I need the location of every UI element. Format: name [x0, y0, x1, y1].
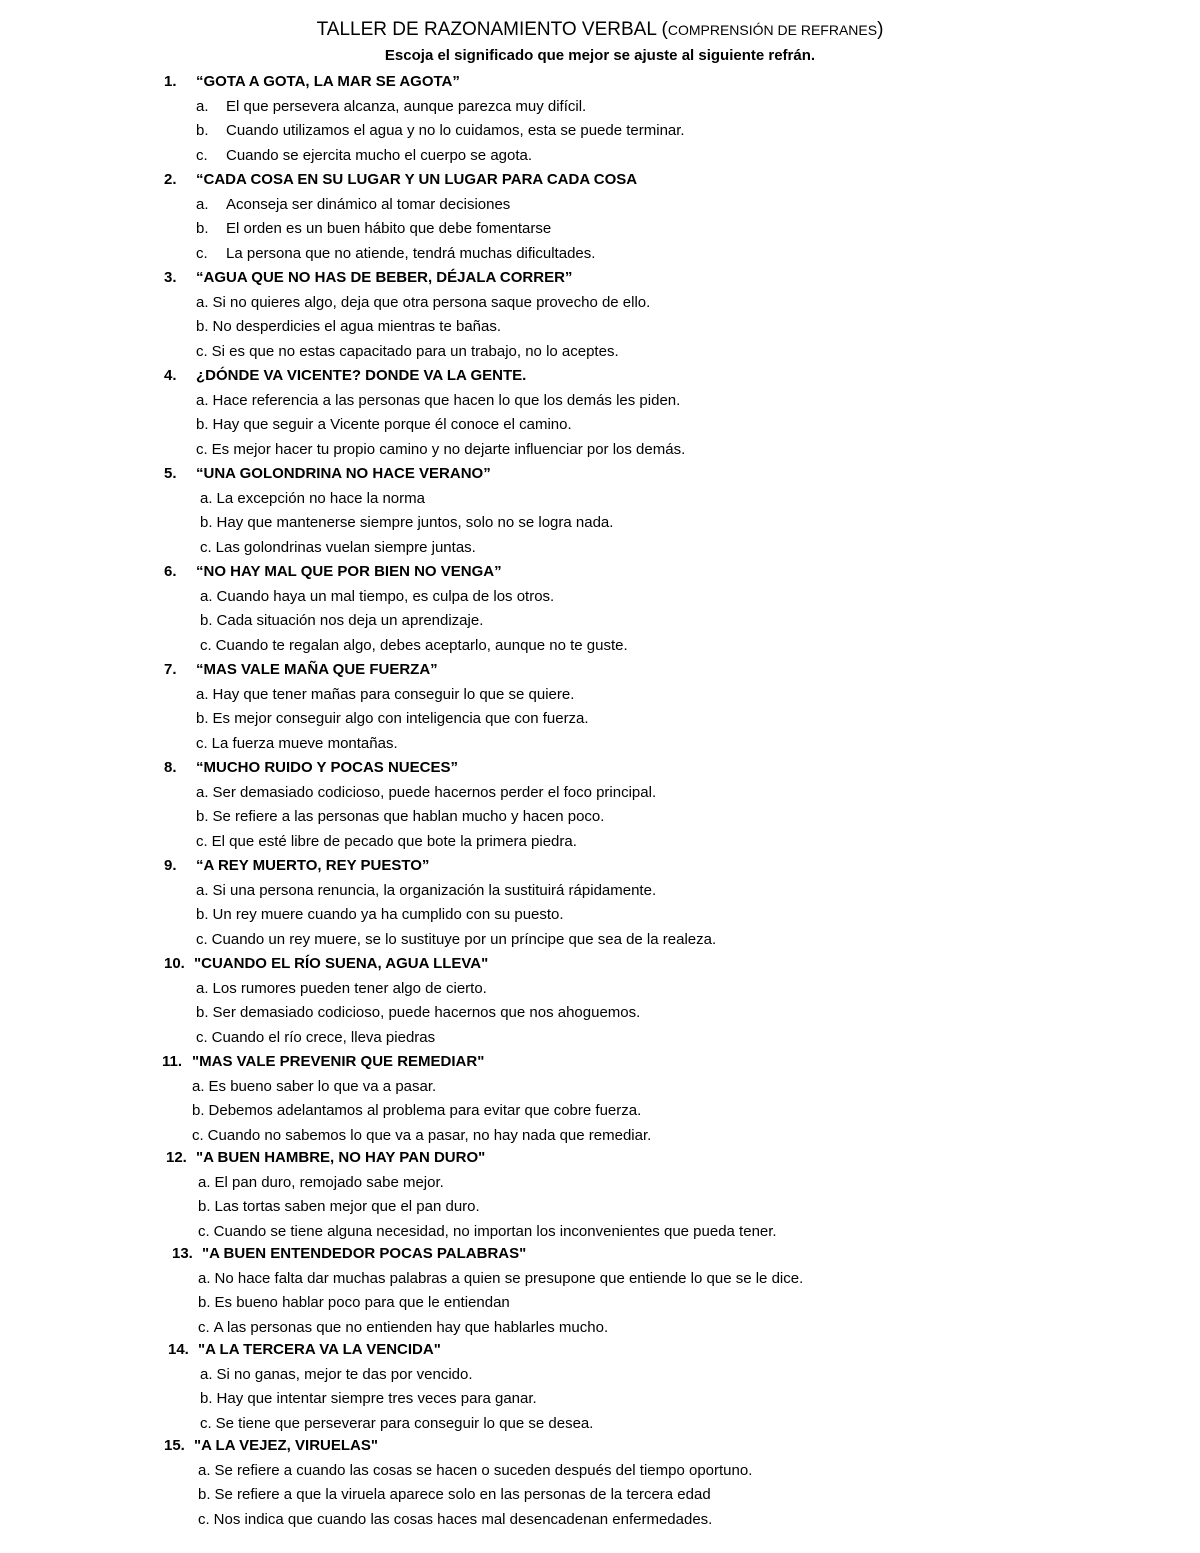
option-letter: a. [196, 293, 209, 311]
question-6 [164, 560, 502, 584]
question-number: 1. [164, 73, 177, 90]
option-letter: c. [200, 1414, 212, 1432]
option-letter: a. [196, 979, 209, 997]
question-text: “CADA COSA EN SU LUGAR Y UN LUGAR PARA CADA COSA [196, 171, 638, 188]
option-letter: c. [198, 1222, 210, 1240]
option-letter: a. [200, 1365, 213, 1383]
option-7-c [196, 732, 398, 756]
option-text: Cuando el río crece, lleva piedras [211, 1028, 436, 1046]
option-text: Cuando utilizamos el agua y no lo cuidamos, esta se puede terminar. [226, 122, 685, 139]
option-14-b [200, 1387, 537, 1411]
question-number: 11. [162, 1053, 183, 1070]
option-text: Se refiere a las personas que hablan mucho y hacen poco. [212, 808, 605, 825]
option-text: Ser demasiado codicioso, puede hacernos que nos ahoguemos. [212, 1004, 641, 1021]
option-12-b [198, 1195, 480, 1219]
option-15-b [198, 1483, 711, 1507]
option-text: El que persevera alcanza, aunque parezca muy difícil. [226, 97, 587, 115]
option-letter: c. [198, 1318, 210, 1336]
option-3-c [196, 340, 619, 364]
option-4-c [196, 438, 685, 462]
option-2-b [196, 217, 551, 241]
question-number: 7. [164, 661, 177, 678]
question-5 [164, 462, 491, 486]
option-text: El pan duro, remojado sabe mejor. [214, 1173, 444, 1191]
option-text: Hay que intentar siempre tres veces para ganar. [216, 1390, 537, 1407]
option-6-a [200, 585, 554, 609]
option-text: Cuando te regalan algo, debes aceptarlo, aunque no te guste. [215, 636, 628, 654]
option-text: Los rumores pueden tener algo de cierto. [212, 979, 487, 997]
option-7-b [196, 707, 589, 731]
option-text: No hace falta dar muchas palabras a quien se presupone que entiende lo que se le dice. [214, 1269, 804, 1287]
question-text: "CUANDO EL RÍO SUENA, AGUA LLEVA" [194, 955, 489, 972]
option-letter: a. [196, 685, 209, 703]
option-1-a [196, 95, 586, 119]
option-letter: c. [196, 930, 208, 948]
option-letter: b. [196, 710, 209, 727]
option-14-a [200, 1363, 473, 1387]
option-text: Aconseja ser dinámico al tomar decisiones [226, 195, 511, 213]
question-15 [164, 1434, 378, 1458]
option-11-c [192, 1124, 651, 1148]
question-14 [168, 1338, 441, 1362]
option-letter: b. [198, 1294, 211, 1311]
option-text: El que esté libre de pecado que bote la primera piedra. [211, 832, 577, 850]
option-text: Cuando un rey muere, se lo sustituye por un príncipe que sea de la realeza. [211, 930, 717, 948]
option-letter: b. [200, 514, 213, 531]
option-letter: a. [196, 391, 209, 409]
option-5-b [200, 511, 613, 535]
question-number: 8. [164, 759, 177, 776]
option-letter: c. [200, 538, 212, 556]
option-text: Es mejor conseguir algo con inteligencia que con fuerza. [212, 710, 589, 727]
option-letter: b. [196, 906, 209, 923]
question-4 [164, 364, 526, 388]
option-letter: a. [198, 1461, 211, 1479]
option-7-a [196, 683, 574, 707]
option-11-a [192, 1075, 436, 1099]
question-text: ¿DÓNDE VA VICENTE? DONDE VA LA GENTE. [196, 367, 527, 384]
title-main: TALLER DE RAZONAMIENTO VERBAL ( [316, 19, 668, 40]
question-number: 15. [164, 1437, 185, 1454]
option-letter: b. [200, 612, 213, 629]
option-text: Hay que tener mañas para conseguir lo que se quiere. [212, 685, 575, 703]
question-1 [164, 70, 460, 94]
question-number: 12. [166, 1149, 187, 1166]
option-letter: c. [192, 1126, 204, 1144]
option-13-c [198, 1316, 608, 1340]
option-letter: b. [200, 1390, 213, 1407]
option-text: Es mejor hacer tu propio camino y no dejarte influenciar por los demás. [211, 440, 686, 458]
option-text: Hace referencia a las personas que hacen lo que los demás les piden. [212, 391, 681, 409]
option-11-b [192, 1099, 641, 1123]
option-text: Debemos adelantamos al problema para evitar que cobre fuerza. [208, 1102, 642, 1119]
option-3-b [196, 315, 501, 339]
option-text: Si una persona renuncia, la organización la sustituirá rápidamente. [212, 881, 657, 899]
option-letter: b. [196, 1004, 209, 1021]
option-letter: b. [196, 318, 209, 335]
question-number: 5. [164, 465, 177, 482]
question-2 [164, 168, 637, 192]
option-text: Si es que no estas capacitado para un trabajo, no lo aceptes. [211, 342, 619, 360]
question-text: "A BUEN ENTENDEDOR POCAS PALABRAS" [202, 1245, 527, 1262]
option-letter: b. [198, 1486, 211, 1503]
question-7 [164, 658, 438, 682]
option-letter: c. [196, 244, 208, 262]
option-2-c [196, 242, 595, 266]
option-letter: a. [196, 97, 209, 115]
option-letter: c. [196, 146, 208, 164]
option-letter: c. [200, 636, 212, 654]
question-text: “MAS VALE MAÑA QUE FUERZA” [196, 661, 438, 678]
option-text: Cuando se ejercita mucho el cuerpo se agota. [226, 146, 533, 164]
option-letter: a. [198, 1173, 211, 1191]
option-12-a [198, 1171, 444, 1195]
question-text: "A LA VEJEZ, VIRUELAS" [194, 1437, 378, 1454]
option-text: Un rey muere cuando ya ha cumplido con su puesto. [212, 906, 564, 923]
option-9-c [196, 928, 716, 952]
option-letter: b. [198, 1198, 211, 1215]
option-13-a [198, 1267, 803, 1291]
option-text: Las golondrinas vuelan siempre juntas. [215, 538, 476, 556]
question-text: “UNA GOLONDRINA NO HACE VERANO” [196, 465, 491, 482]
question-text: "A BUEN HAMBRE, NO HAY PAN DURO" [196, 1149, 486, 1166]
option-letter: a. [200, 587, 213, 605]
option-9-b [196, 903, 564, 927]
option-15-a [198, 1459, 752, 1483]
option-letter: a. [196, 195, 209, 213]
question-3 [164, 266, 572, 290]
option-letter: a. [192, 1077, 205, 1095]
option-6-c [200, 634, 628, 658]
option-letter: c. [196, 734, 208, 752]
option-text: Es bueno hablar poco para que le entiendan [214, 1294, 510, 1311]
option-letter: c. [196, 832, 208, 850]
option-text: A las personas que no entienden hay que hablarles mucho. [213, 1318, 609, 1336]
page-title [0, 16, 1200, 44]
question-9 [164, 854, 429, 878]
option-10-b [196, 1001, 640, 1025]
option-letter: b. [192, 1102, 205, 1119]
option-14-c [200, 1412, 593, 1436]
question-number: 9. [164, 857, 177, 874]
option-letter: a. [200, 489, 213, 507]
option-text: Ser demasiado codicioso, puede hacernos perder el foco principal. [212, 783, 657, 801]
option-1-c [196, 144, 532, 168]
question-text: “NO HAY MAL QUE POR BIEN NO VENGA” [196, 563, 502, 580]
option-2-a [196, 193, 510, 217]
question-text: “AGUA QUE NO HAS DE BEBER, DÉJALA CORRER” [196, 269, 573, 286]
option-8-b [196, 805, 604, 829]
option-text: Si no ganas, mejor te das por vencido. [216, 1365, 473, 1383]
option-letter: c. [198, 1510, 210, 1528]
question-10 [164, 952, 488, 976]
option-letter: a. [198, 1269, 211, 1287]
question-11 [162, 1050, 484, 1074]
option-text: Se refiere a cuando las cosas se hacen o suceden después del tiempo oportuno. [214, 1461, 753, 1479]
option-letter: b. [196, 808, 209, 825]
option-letter: c. [196, 342, 208, 360]
option-15-c [198, 1508, 712, 1532]
option-13-b [198, 1291, 510, 1315]
option-letter: b. [196, 416, 209, 433]
option-text: Cuando no sabemos lo que va a pasar, no hay nada que remediar. [207, 1126, 652, 1144]
question-number: 3. [164, 269, 177, 286]
option-letter: a. [196, 881, 209, 899]
option-4-a [196, 389, 680, 413]
option-6-b [200, 609, 483, 633]
option-letter: c. [196, 440, 208, 458]
option-3-a [196, 291, 650, 315]
option-text: Las tortas saben mejor que el pan duro. [214, 1198, 480, 1215]
question-8 [164, 756, 458, 780]
title-subtitle: COMPRENSIÓN DE REFRANES [667, 22, 878, 38]
instruction-text: Escoja el significado que mejor se ajuste al siguiente refrán. [384, 47, 816, 64]
option-text: Se tiene que perseverar para conseguir lo que se desea. [215, 1414, 594, 1432]
option-text: La persona que no atiende, tendrá muchas dificultades. [226, 244, 596, 262]
option-letter: a. [196, 783, 209, 801]
option-text: Nos indica que cuando las cosas haces mal desencadenan enfermedades. [213, 1510, 713, 1528]
option-8-c [196, 830, 577, 854]
question-number: 2. [164, 171, 177, 188]
option-10-a [196, 977, 487, 1001]
option-12-c [198, 1220, 777, 1244]
option-text: La excepción no hace la norma [216, 489, 425, 507]
option-text: Se refiere a que la viruela aparece solo en las personas de la tercera edad [214, 1486, 711, 1503]
option-text: Si no quieres algo, deja que otra persona saque provecho de ello. [212, 293, 651, 311]
option-text: El orden es un buen hábito que debe fomentarse [226, 220, 552, 237]
option-text: Hay que seguir a Vicente porque él conoce el camino. [212, 416, 572, 433]
option-letter: c. [196, 1028, 208, 1046]
option-5-c [200, 536, 476, 560]
option-text: Cuando se tiene alguna necesidad, no importan los inconvenientes que pueda tener. [213, 1222, 777, 1240]
option-1-b [196, 119, 685, 143]
option-text: Es bueno saber lo que va a pasar. [208, 1077, 437, 1095]
question-text: "MAS VALE PREVENIR QUE REMEDIAR" [192, 1053, 485, 1070]
option-text: No desperdicies el agua mientras te bañas. [212, 318, 502, 335]
option-letter: b. [196, 220, 209, 237]
option-5-a [200, 487, 425, 511]
question-number: 6. [164, 563, 177, 580]
option-text: Hay que mantenerse siempre juntos, solo no se logra nada. [216, 514, 614, 531]
option-9-a [196, 879, 656, 903]
question-12 [166, 1146, 485, 1170]
option-letter: b. [196, 122, 209, 139]
question-number: 4. [164, 367, 177, 384]
question-13 [172, 1242, 526, 1266]
question-number: 14. [168, 1341, 189, 1358]
question-number: 13. [172, 1245, 193, 1262]
question-text: “GOTA A GOTA, LA MAR SE AGOTA” [196, 73, 460, 90]
option-text: Cuando haya un mal tiempo, es culpa de los otros. [216, 587, 555, 605]
option-8-a [196, 781, 656, 805]
question-text: "A LA TERCERA VA LA VENCIDA" [198, 1341, 441, 1358]
option-4-b [196, 413, 572, 437]
option-text: Cada situación nos deja un aprendizaje. [216, 612, 484, 629]
title-close: ) [877, 19, 884, 40]
question-text: “A REY MUERTO, REY PUESTO” [196, 857, 430, 874]
question-text: “MUCHO RUIDO Y POCAS NUECES” [196, 759, 458, 776]
question-number: 10. [164, 955, 185, 972]
option-text: La fuerza mueve montañas. [211, 734, 398, 752]
option-10-c [196, 1026, 435, 1050]
